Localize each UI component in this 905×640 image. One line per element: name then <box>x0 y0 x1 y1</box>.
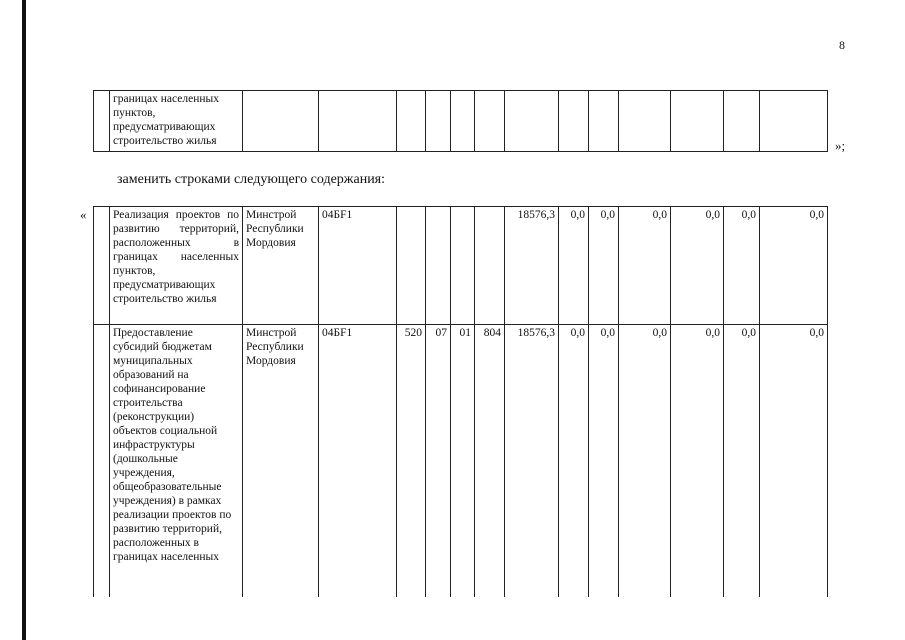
amount-cell: 0,0 <box>589 207 619 325</box>
ministry-cell: Минстрой Республики Мордовия <box>243 207 319 325</box>
section-cell: 07 <box>426 325 451 597</box>
amount-cell: 0,0 <box>671 207 724 325</box>
instruction-text: заменить строками следующего содержания: <box>117 172 386 187</box>
amount-cell: 0,0 <box>671 325 724 597</box>
grbs-cell <box>397 207 426 325</box>
program-code-cell: 04БF1 <box>319 325 397 597</box>
amount-cell: 0,0 <box>619 325 671 597</box>
expense-type-cell <box>475 207 505 325</box>
row-number-cell <box>94 207 110 325</box>
amount-cell: 0,0 <box>559 207 589 325</box>
previous-rows-table <box>93 90 828 152</box>
amount-cell: 0,0 <box>724 207 760 325</box>
section-cell <box>426 207 451 325</box>
scan-edge-bar <box>22 0 26 640</box>
row-number-cell <box>94 325 110 597</box>
amount-cell: 0,0 <box>760 207 828 325</box>
row-number-cell <box>94 91 110 152</box>
amount-cell: 0,0 <box>619 207 671 325</box>
row-name-cell: границах населенных пунктов, предусматривающих строительство жилья <box>110 91 243 152</box>
table-row <box>94 91 828 152</box>
ministry-cell: Минстрой Республики Мордовия <box>243 325 319 597</box>
subsection-cell: 01 <box>451 325 475 597</box>
amount-cell: 0,0 <box>589 325 619 597</box>
row-name-cell: Предоставление субсидий бюджетам муниципальных образований на софинансирование строительства (реконструкции) объектов социальной инфраструктуры (дошкольные учреждения, общеобразовательные учреждения) в рамках реализации проектов по развитию территорий, расположенных в границах населенных <box>110 325 243 597</box>
program-code-cell: 04БF1 <box>319 207 397 325</box>
grbs-cell: 520 <box>397 325 426 597</box>
table-row <box>94 207 828 325</box>
amount-cell: 0,0 <box>559 325 589 597</box>
amount-cell: 18576,3 <box>505 207 559 325</box>
expense-type-cell: 804 <box>475 325 505 597</box>
amount-cell: 0,0 <box>760 325 828 597</box>
table-row <box>94 325 828 597</box>
page-number: 8 <box>839 38 845 52</box>
replacement-rows-table <box>93 206 828 597</box>
closing-quote: »; <box>835 138 846 153</box>
subsection-cell <box>451 207 475 325</box>
opening-quote: « <box>80 207 87 222</box>
row-name-cell: Реализация проектов по развитию территорий, расположенных в границах населенных пунктов, предусматривающих строительство жилья <box>110 207 243 325</box>
amount-cell: 18576,3 <box>505 325 559 597</box>
amount-cell: 0,0 <box>724 325 760 597</box>
